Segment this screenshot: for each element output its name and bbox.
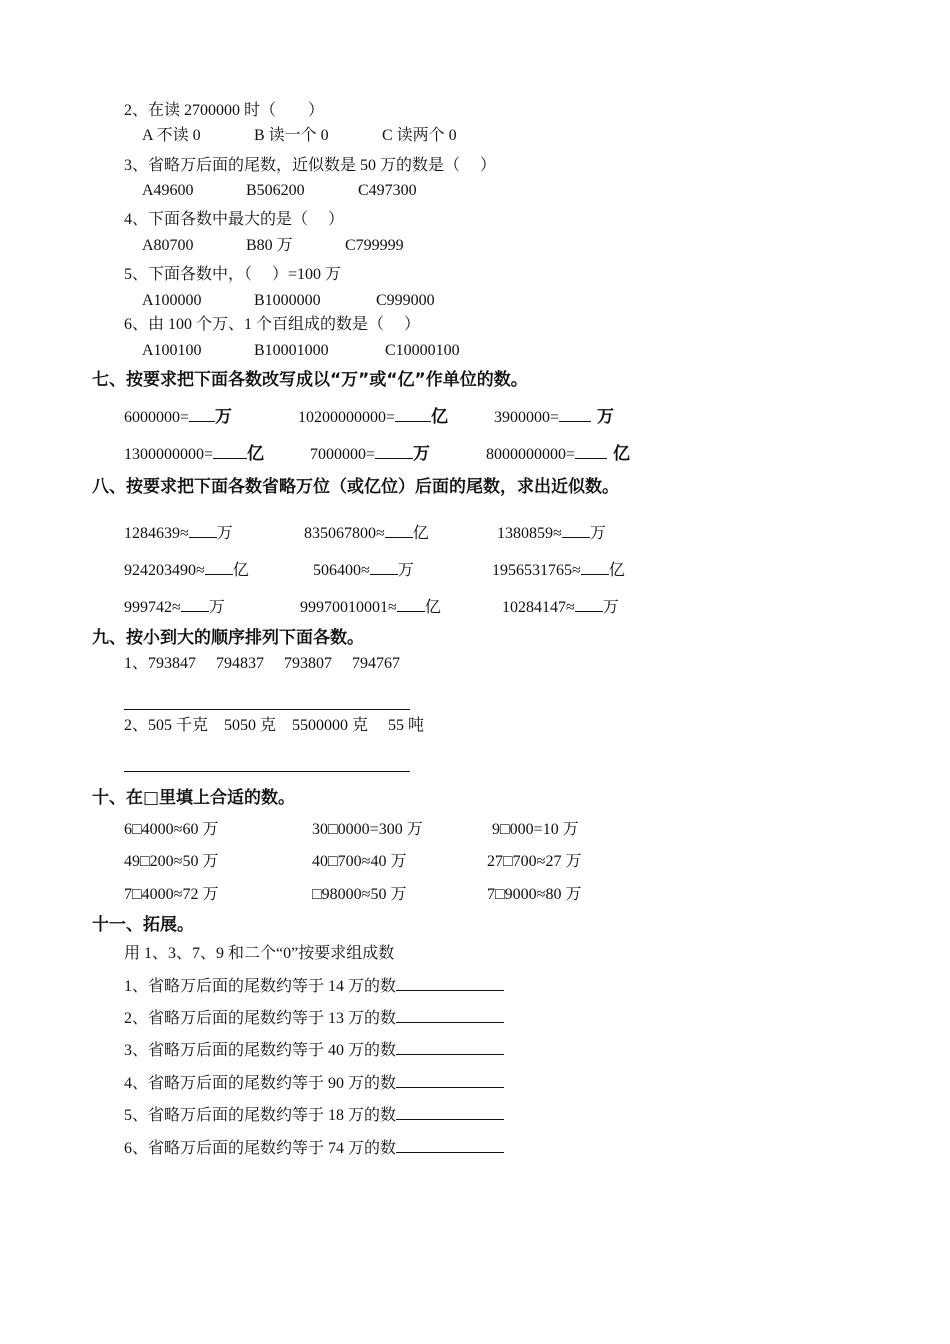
answer-blank[interactable] bbox=[205, 573, 233, 575]
s8-number: 506400≈ bbox=[313, 562, 370, 579]
answer-blank[interactable] bbox=[559, 420, 591, 422]
s11-item-text: 6、省略万后面的尾数约等于 74 万的数 bbox=[124, 1140, 397, 1157]
answer-blank[interactable] bbox=[396, 1053, 504, 1055]
s7-item bbox=[298, 409, 448, 426]
q4-option-c: C799999 bbox=[345, 237, 404, 254]
q6-option-b: B10001000 bbox=[254, 342, 329, 359]
answer-blank[interactable] bbox=[396, 1086, 504, 1088]
answer-blank[interactable] bbox=[396, 1021, 504, 1023]
s8-item bbox=[124, 563, 249, 579]
answer-blank[interactable] bbox=[189, 536, 217, 538]
s8-number: 1284639≈ bbox=[124, 525, 189, 542]
q2-stem: 2、在读 2700000 时（ ） bbox=[124, 102, 325, 119]
s7-unit: 万 bbox=[215, 407, 233, 427]
s7-unit: 万 bbox=[413, 444, 431, 464]
section-10-title: 十、在□里填上合适的数。 bbox=[92, 788, 296, 808]
q3-stem: 3、省略万后面的尾数，近似数是 50 万的数是（ ） bbox=[124, 157, 497, 174]
s8-item bbox=[304, 526, 429, 542]
s11-item-text: 2、省略万后面的尾数约等于 13 万的数 bbox=[124, 1010, 397, 1027]
s8-item bbox=[492, 563, 625, 579]
s9-line-1: 1、793847 794837 793807 794767 bbox=[124, 655, 401, 672]
s8-item bbox=[124, 600, 225, 616]
s11-item-text: 1、省略万后面的尾数约等于 14 万的数 bbox=[124, 978, 397, 995]
q4-option-a: A80700 bbox=[142, 237, 194, 254]
answer-blank[interactable] bbox=[396, 1118, 504, 1120]
s7-number: 7000000= bbox=[310, 446, 376, 463]
q3-option-b: B506200 bbox=[246, 182, 305, 199]
s8-unit: 亿 bbox=[412, 525, 429, 542]
s8-unit: 亿 bbox=[232, 562, 249, 579]
s8-number: 10284147≈ bbox=[502, 599, 575, 616]
q4-option-b: B80 万 bbox=[246, 237, 293, 254]
s8-unit: 亿 bbox=[424, 599, 441, 616]
answer-blank[interactable] bbox=[181, 610, 209, 612]
s10-item: 7□9000≈80 万 bbox=[487, 886, 582, 903]
s7-item bbox=[310, 446, 430, 463]
q3-option-c: C497300 bbox=[358, 182, 417, 199]
q4-stem: 4、下面各数中最大的是（ ） bbox=[124, 211, 345, 228]
answer-blank[interactable] bbox=[395, 420, 431, 422]
answer-line[interactable] bbox=[124, 771, 410, 772]
answer-blank[interactable] bbox=[396, 989, 504, 991]
q2-option-a: A 不读 0 bbox=[142, 127, 201, 144]
q6-option-c: C10000100 bbox=[385, 342, 460, 359]
s7-number: 1300000000= bbox=[124, 446, 214, 463]
s8-number: 835067800≈ bbox=[304, 525, 385, 542]
s10-item: 7□4000≈72 万 bbox=[124, 886, 219, 903]
q2-option-c: C 读两个 0 bbox=[382, 127, 457, 144]
s8-number: 999742≈ bbox=[124, 599, 181, 616]
s7-item bbox=[124, 409, 232, 426]
s7-item bbox=[494, 409, 614, 426]
s8-unit: 万 bbox=[216, 525, 233, 542]
q3-option-a: A49600 bbox=[142, 182, 194, 199]
s7-unit: 亿 bbox=[613, 444, 631, 464]
q5-option-c: C999000 bbox=[376, 292, 435, 309]
q2-option-b: B 读一个 0 bbox=[254, 127, 329, 144]
s8-number: 1956531765≈ bbox=[492, 562, 581, 579]
section-7-title: 七、按要求把下面各数改写成以“万”或“亿”作单位的数。 bbox=[92, 370, 528, 390]
s10-item: 6□4000≈60 万 bbox=[124, 821, 219, 838]
s10-item: 30□0000=300 万 bbox=[312, 821, 423, 838]
answer-blank[interactable] bbox=[213, 457, 247, 459]
answer-blank[interactable] bbox=[370, 573, 398, 575]
section-8-title: 八、按要求把下面各数省略万位（或亿位）后面的尾数，求出近似数。 bbox=[92, 477, 619, 497]
s9-line-2: 2、505 千克 5050 克 5500000 克 55 吨 bbox=[124, 717, 425, 734]
section-9-title: 九、按小到大的顺序排列下面各数。 bbox=[92, 628, 364, 648]
answer-blank[interactable] bbox=[375, 457, 413, 459]
s8-number: 99970010001≈ bbox=[300, 599, 397, 616]
s11-item bbox=[124, 979, 504, 995]
s8-item bbox=[300, 600, 441, 616]
answer-blank[interactable] bbox=[562, 536, 590, 538]
s8-item bbox=[124, 526, 233, 542]
s8-item bbox=[497, 526, 606, 542]
s10-item: 49□200≈50 万 bbox=[124, 853, 219, 870]
s7-number: 3900000= bbox=[494, 409, 560, 426]
s8-unit: 万 bbox=[589, 525, 606, 542]
s8-unit: 万 bbox=[208, 599, 225, 616]
answer-blank[interactable] bbox=[189, 420, 215, 422]
s7-number: 8000000000= bbox=[486, 446, 576, 463]
answer-blank[interactable] bbox=[575, 457, 607, 459]
s8-number: 1380859≈ bbox=[497, 525, 562, 542]
q5-stem: 5、下面各数中，（ ）=100 万 bbox=[124, 266, 342, 283]
s7-unit: 亿 bbox=[247, 444, 265, 464]
answer-blank[interactable] bbox=[396, 1151, 504, 1153]
s8-item bbox=[502, 600, 619, 616]
s8-unit: 万 bbox=[397, 562, 414, 579]
s7-unit: 亿 bbox=[431, 407, 449, 427]
s8-item bbox=[313, 563, 414, 579]
s8-unit: 亿 bbox=[608, 562, 625, 579]
q5-option-a: A100000 bbox=[142, 292, 202, 309]
s11-intro: 用 1、3、7、9 和二个“0”按要求组成数 bbox=[124, 945, 395, 962]
s10-item: 27□700≈27 万 bbox=[487, 853, 582, 870]
s11-item bbox=[124, 1011, 504, 1027]
answer-line[interactable] bbox=[124, 709, 410, 710]
answer-blank[interactable] bbox=[575, 610, 603, 612]
q6-option-a: A100100 bbox=[142, 342, 202, 359]
s11-item bbox=[124, 1108, 504, 1124]
s11-item-text: 3、省略万后面的尾数约等于 40 万的数 bbox=[124, 1042, 397, 1059]
s11-item bbox=[124, 1076, 504, 1092]
s7-number: 6000000= bbox=[124, 409, 190, 426]
s8-unit: 万 bbox=[602, 599, 619, 616]
answer-blank[interactable] bbox=[385, 536, 413, 538]
s11-item-text: 5、省略万后面的尾数约等于 18 万的数 bbox=[124, 1107, 397, 1124]
s7-number: 10200000000= bbox=[298, 409, 396, 426]
section-11-title: 十一、拓展。 bbox=[92, 915, 194, 935]
s10-item: 9□000=10 万 bbox=[492, 821, 579, 838]
s10-item: □98000≈50 万 bbox=[312, 886, 407, 903]
s7-unit: 万 bbox=[597, 407, 615, 427]
s8-number: 924203490≈ bbox=[124, 562, 205, 579]
s7-item bbox=[486, 446, 630, 463]
s11-item bbox=[124, 1043, 504, 1059]
s10-item: 40□700≈40 万 bbox=[312, 853, 407, 870]
answer-blank[interactable] bbox=[397, 610, 425, 612]
s7-item bbox=[124, 446, 264, 463]
s11-item-text: 4、省略万后面的尾数约等于 90 万的数 bbox=[124, 1075, 397, 1092]
answer-blank[interactable] bbox=[581, 573, 609, 575]
s11-item bbox=[124, 1141, 504, 1157]
q6-stem: 6、由 100 个万、1 个百组成的数是（ ） bbox=[124, 316, 421, 333]
q5-option-b: B1000000 bbox=[254, 292, 321, 309]
